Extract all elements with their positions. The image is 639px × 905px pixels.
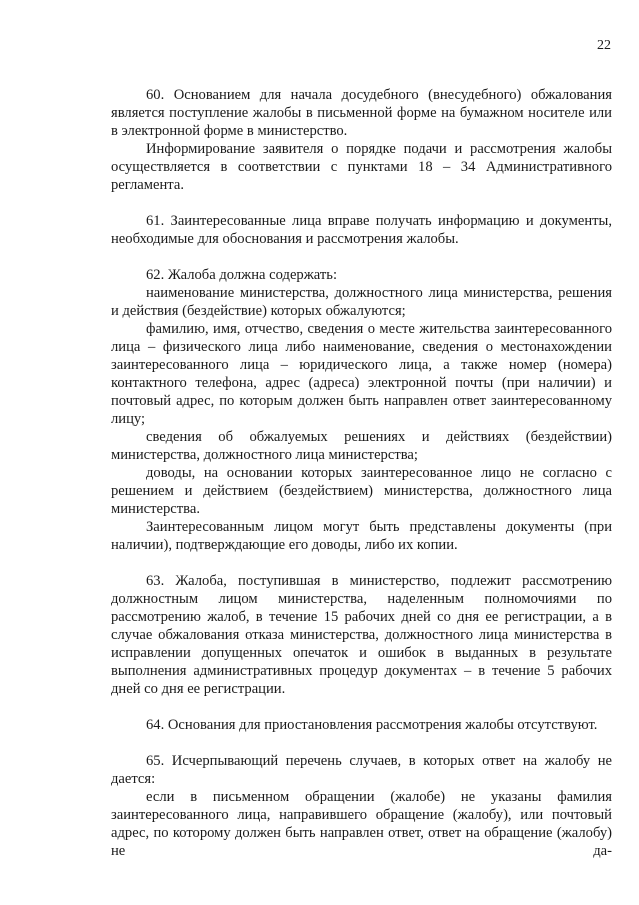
paragraph-60-info: Информирование заявителя о порядке подачи и рассмотрения жалобы осуществляется в соответствии с пунктами 18 – 34 Административного регламента. [111, 141, 612, 193]
paragraph-64: 64. Основания для приостановления рассмотрения жалобы отсутствуют. [146, 717, 598, 733]
paragraph-61: 61. Заинтересованные лица вправе получать информацию и документы, необходимые для обоснования и рассмотрения жалобы. [111, 213, 612, 247]
paragraph-60: 60. Основанием для начала досудебного (внесудебного) обжалования является поступление жалобы в письменной форме на бумажном носителе или в электронной форме в министерство. [111, 87, 612, 139]
paragraph-63: 63. Жалоба, поступившая в министерство, подлежит рассмотрению должностным лицом министерства, наделенным полномочиями по рассмотрению жалоб, в течение 15 рабочих дней со дня ее регистрации, а в случае обжалования отказа министерства, должностного лица министерства в исправлении допущенных опечаток и ошибок в выданных в результате выполнения административных процедур документах – в течение 5 рабочих дней со дня ее регистрации. [111, 573, 612, 697]
paragraph-62-item-name: наименование министерства, должностного лица министерства, решения и действия (бездействие) которых обжалуются; [111, 285, 612, 319]
paragraph-62-item-decisions: сведения об обжалуемых решениях и действиях (бездействии) министерства, должностного лица министерства; [111, 429, 612, 463]
page-number: 22 [597, 38, 611, 53]
paragraph-62-documents: Заинтересованным лицом могут быть представлены документы (при наличии), подтверждающие его доводы, либо их копии. [111, 519, 612, 553]
paragraph-62-item-applicant: фамилию, имя, отчество, сведения о месте жительства заинтересованного лица – физического лица либо наименование, сведения о местонахождении заинтересованного лица – юридического лица, а также номер (номера) контактного телефона, адрес (адреса) электронной почты (при наличии) и почтовый адрес, по которым должен быть направлен ответ заинтересованному лицу; [111, 321, 612, 427]
paragraph-65: 65. Исчерпывающий перечень случаев, в которых ответ на жалобу не дается: [111, 753, 612, 787]
paragraph-62-item-arguments: доводы, на основании которых заинтересованное лицо не согласно с решением и действием (бездействием) министерства, должностного лица министерства. [111, 465, 612, 517]
document-body [111, 86, 612, 860]
paragraph-62: 62. Жалоба должна содержать: [146, 267, 337, 283]
paragraph-65-item: если в письменном обращении (жалобе) не указаны фамилия заинтересованного лица, направившего обращение (жалобу), или почтовый адрес, по которому должен быть направлен ответ, ответ на обращение (жалобу) не да- [111, 789, 612, 859]
